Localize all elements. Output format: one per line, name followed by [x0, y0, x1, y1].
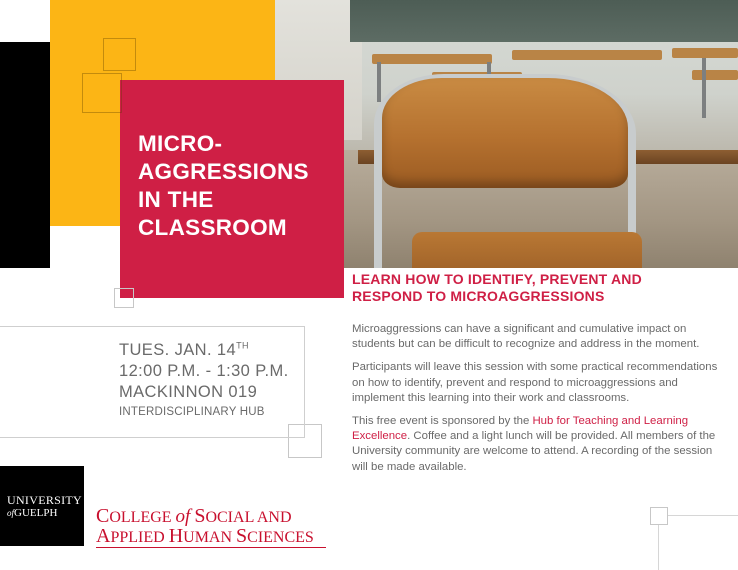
university-of-guelph-logo: UNIVERSITY ofGUELPH [0, 466, 84, 546]
event-date: TUES. JAN. 14TH [119, 340, 249, 359]
chalkboard [350, 0, 738, 42]
title-line: CLASSROOM [138, 215, 287, 240]
college-logo: COLLEGE of SOCIAL AND APPLIED HUMAN SCIENCES [96, 505, 314, 547]
event-details [119, 340, 289, 420]
subheading-line: LEARN HOW TO IDENTIFY, PREVENT AND [352, 271, 642, 287]
paragraph: Microaggressions can have a significant and cumulative impact on students but can be difficult to recognize and address in the moment. [352, 323, 700, 351]
description [352, 322, 722, 483]
outline-square [82, 73, 122, 113]
title-line: IN THE [138, 187, 214, 212]
subheading [352, 271, 732, 305]
black-block [0, 42, 50, 268]
event-title [138, 130, 338, 242]
subheading-line: RESPOND TO MICROAGGRESSIONS [352, 288, 605, 304]
paragraph: Participants will leave this session with some practical recommendations on how to identify, prevent and respond to microaggressions and implement this learning into their work and classrooms. [352, 361, 718, 404]
college-logo-rule [96, 547, 326, 548]
paragraph: This free event is sponsored by the Hub for Teaching and Learning Excellence. Coffee and a light lunch will be provided. All members of the University community are welcome to attend. A recording of the session will be made available. [352, 415, 716, 473]
event-building: INTERDISCIPLINARY HUB [119, 406, 265, 418]
outline-square [650, 507, 668, 525]
chair [382, 78, 628, 188]
event-time: 12:00 P.M. - 1:30 P.M. [119, 362, 289, 380]
outline-square [114, 288, 134, 308]
event-room: MACKINNON 019 [119, 383, 258, 401]
title-line: MICRO- [138, 131, 223, 156]
outline-square [103, 38, 136, 71]
hub-link[interactable]: Hub for Teaching and Learning Excellence [352, 415, 689, 443]
title-line: AGGRESSIONS [138, 159, 309, 184]
